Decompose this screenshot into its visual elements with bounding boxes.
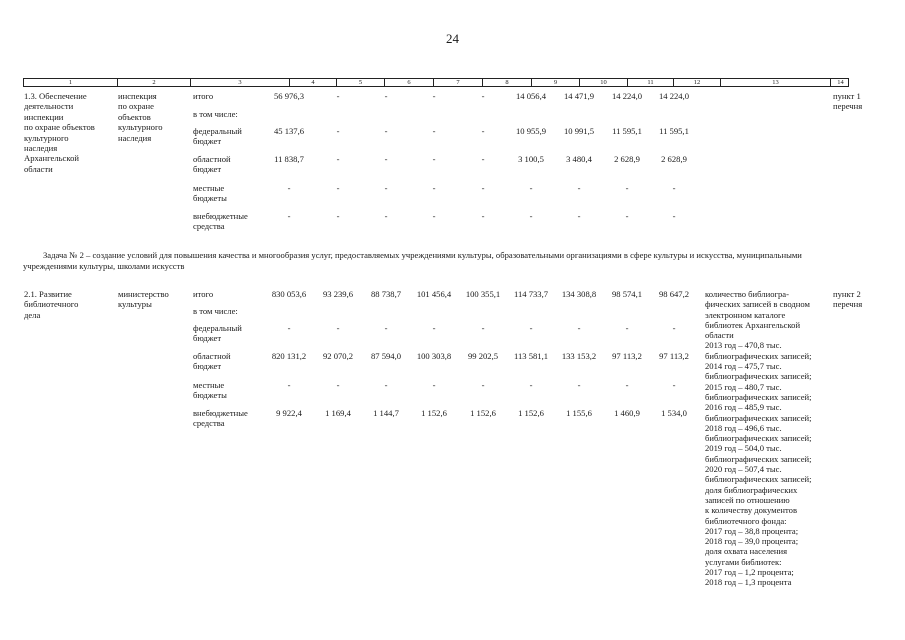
section2-cell: 92 070,2 [322, 351, 354, 361]
section1-cell: 11 595,1 [659, 126, 689, 136]
section1-cell: 14 471,9 [563, 91, 595, 101]
section2-cell: 1 155,6 [566, 408, 592, 418]
section1-reference: пункт 1 перечня [833, 91, 863, 112]
column-header-5: 5 [337, 79, 385, 86]
section1-cell: - [384, 126, 388, 136]
section1-cell: - [287, 183, 291, 193]
section2-cell: 9 922,4 [276, 408, 302, 418]
section1-cell: - [336, 91, 340, 101]
section2-cell: - [384, 323, 388, 333]
column-header-2: 2 [118, 79, 191, 86]
section1-cell: - [432, 91, 436, 101]
section2-cell: 88 738,7 [370, 289, 402, 299]
section2-cell: 1 152,6 [518, 408, 544, 418]
section2-cell: 1 169,4 [325, 408, 351, 418]
section1-row-label: местные бюджеты [193, 183, 227, 204]
section1-cell: - [577, 211, 581, 221]
section1-cell: 14 224,0 [611, 91, 643, 101]
section2-cell: 97 113,2 [659, 351, 689, 361]
section1-cell: - [432, 183, 436, 193]
section1-row-label: в том числе: [193, 109, 238, 119]
section1-row-label: внебюджетные средства [193, 211, 248, 232]
section2-cell: 97 113,2 [612, 351, 642, 361]
section1-cell: - [481, 91, 485, 101]
section2-cell: 820 131,2 [271, 351, 307, 361]
section1-cell: 10 991,5 [563, 126, 595, 136]
section2-cell: - [481, 380, 485, 390]
section1-row-label: федеральный бюджет [193, 126, 242, 147]
section1-cell: - [432, 126, 436, 136]
column-header-7: 7 [434, 79, 483, 86]
section1-executor: инспекция по охране объектов культурного наследия [118, 91, 163, 143]
column-header-4: 4 [290, 79, 337, 86]
section1-cell: - [481, 183, 485, 193]
section2-cell: 98 647,2 [658, 289, 690, 299]
section2-cell: - [625, 380, 629, 390]
section1-cell: 2 628,9 [614, 154, 640, 164]
section1-cell: - [529, 211, 533, 221]
section2-cell: - [577, 380, 581, 390]
section2-cell: - [336, 323, 340, 333]
section1-title: 1.3. Обеспечение деятельности инспекции по охране объектов культурного наследия Архангельской области [24, 91, 95, 174]
section2-cell: 99 202,5 [467, 351, 499, 361]
section2-cell: 1 144,7 [373, 408, 399, 418]
section1-cell: - [384, 91, 388, 101]
section2-cell: - [384, 380, 388, 390]
section2-cell: 1 152,6 [421, 408, 447, 418]
section2-cell: 830 053,6 [271, 289, 307, 299]
section1-cell: 2 628,9 [661, 154, 687, 164]
section1-cell: - [672, 183, 676, 193]
section2-cell: - [287, 380, 291, 390]
section2-cell: - [529, 323, 533, 333]
section2-cell: - [432, 380, 436, 390]
section2-cell: 133 153,2 [561, 351, 597, 361]
column-header-13: 13 [721, 79, 831, 86]
section1-cell: - [481, 211, 485, 221]
section2-result: количество библиогра- фических записей в сводном электронном каталоге библиотек Архангельской области 2013 год – 470,8 тыс. библиографических записей; 2014 год – 475,7 тыс. библиографических записей; 2015 год – 480,7 тыс. библиографических записей; 2016 год – 485,9 тыс. библиографических записей; 2018 год – 496,6 тыс. библиографических записей; 2019 год – 504,0 тыс. библиографических записей; 2020 год – 507,4 тыс. библиографических записей; доля библиографических записей по отношению к количеству документов библиотечного фонда: 2017 год – 38,8 процента; 2018 год – 39,0 процента; доля охвата населения услугами библиотек: 2017 год – 1,2 процента; 2018 год – 1,3 процента [705, 289, 812, 588]
section2-title: 2.1. Развитие библиотечного дела [24, 289, 79, 320]
section1-cell: 14 056,4 [515, 91, 547, 101]
section2-cell: - [336, 380, 340, 390]
column-header-row [23, 78, 849, 87]
section1-row-label: областной бюджет [193, 154, 231, 175]
section2-cell: 113 581,1 [513, 351, 549, 361]
section2-cell: - [529, 380, 533, 390]
section1-cell: - [481, 126, 485, 136]
section2-cell: 93 239,6 [322, 289, 354, 299]
section2-cell: - [481, 323, 485, 333]
section1-cell: 11 838,7 [274, 154, 304, 164]
section2-cell: 134 308,8 [561, 289, 597, 299]
section1-cell: - [529, 183, 533, 193]
page-number: 24 [446, 31, 459, 46]
section1-cell: - [287, 211, 291, 221]
section1-cell: 10 955,9 [515, 126, 547, 136]
section2-cell: 114 733,7 [513, 289, 549, 299]
column-header-11: 11 [628, 79, 674, 86]
section1-cell: - [384, 211, 388, 221]
section1-cell: - [672, 211, 676, 221]
section2-cell: - [625, 323, 629, 333]
section2-cell: - [577, 323, 581, 333]
section1-cell: - [432, 211, 436, 221]
section2-reference: пункт 2 перечня [833, 289, 863, 310]
section1-cell: - [336, 126, 340, 136]
section1-cell: 3 100,5 [518, 154, 544, 164]
section2-cell: 1 152,6 [470, 408, 496, 418]
column-header-9: 9 [532, 79, 580, 86]
section2-cell: 1 534,0 [661, 408, 687, 418]
column-header-14: 14 [837, 79, 844, 86]
section1-cell: - [625, 211, 629, 221]
section1-cell: 14 224,0 [658, 91, 690, 101]
section2-cell: 101 456,4 [416, 289, 452, 299]
section2-cell: 87 594,0 [370, 351, 402, 361]
section2-row-label: федеральный бюджет [193, 323, 242, 344]
column-header-6: 6 [385, 79, 434, 86]
task2-heading: Задача № 2 – создание условий для повышения качества и многообразия услуг, предоставляемых учреждениями культуры, образовательными организациями в сфере культуры и искусства, муниципальными учреждениями культуры, школами искусств [23, 250, 802, 271]
section2-cell: - [672, 380, 676, 390]
section1-cell: - [336, 211, 340, 221]
column-header-10: 10 [580, 79, 628, 86]
section1-cell: 11 595,1 [612, 126, 642, 136]
column-header-3: 3 [191, 79, 290, 86]
column-header-8: 8 [483, 79, 532, 86]
section1-cell: - [481, 154, 485, 164]
section2-row-label: областной бюджет [193, 351, 231, 372]
section1-row-label: итого [193, 91, 214, 101]
section2-cell: - [432, 323, 436, 333]
section1-cell: - [336, 183, 340, 193]
column-header-12: 12 [674, 79, 721, 86]
section2-executor: министерство культуры [118, 289, 169, 310]
section2-row-label: в том числе: [193, 306, 238, 316]
section2-cell: - [672, 323, 676, 333]
section2-cell: 98 574,1 [611, 289, 643, 299]
section1-cell: - [577, 183, 581, 193]
column-header-1: 1 [24, 79, 118, 86]
section2-cell: 100 303,8 [416, 351, 452, 361]
section2-cell: 1 460,9 [614, 408, 640, 418]
section1-cell: - [336, 154, 340, 164]
section1-cell: 56 976,3 [273, 91, 305, 101]
section2-row-label: внебюджетные средства [193, 408, 248, 429]
section1-cell: 45 137,6 [273, 126, 305, 136]
section2-cell: - [287, 323, 291, 333]
section1-cell: - [384, 154, 388, 164]
section1-cell: 3 480,4 [566, 154, 592, 164]
section2-row-label: итого [193, 289, 214, 299]
section1-cell: - [384, 183, 388, 193]
section2-cell: 100 355,1 [465, 289, 501, 299]
section1-cell: - [432, 154, 436, 164]
section2-row-label: местные бюджеты [193, 380, 227, 401]
section1-cell: - [625, 183, 629, 193]
